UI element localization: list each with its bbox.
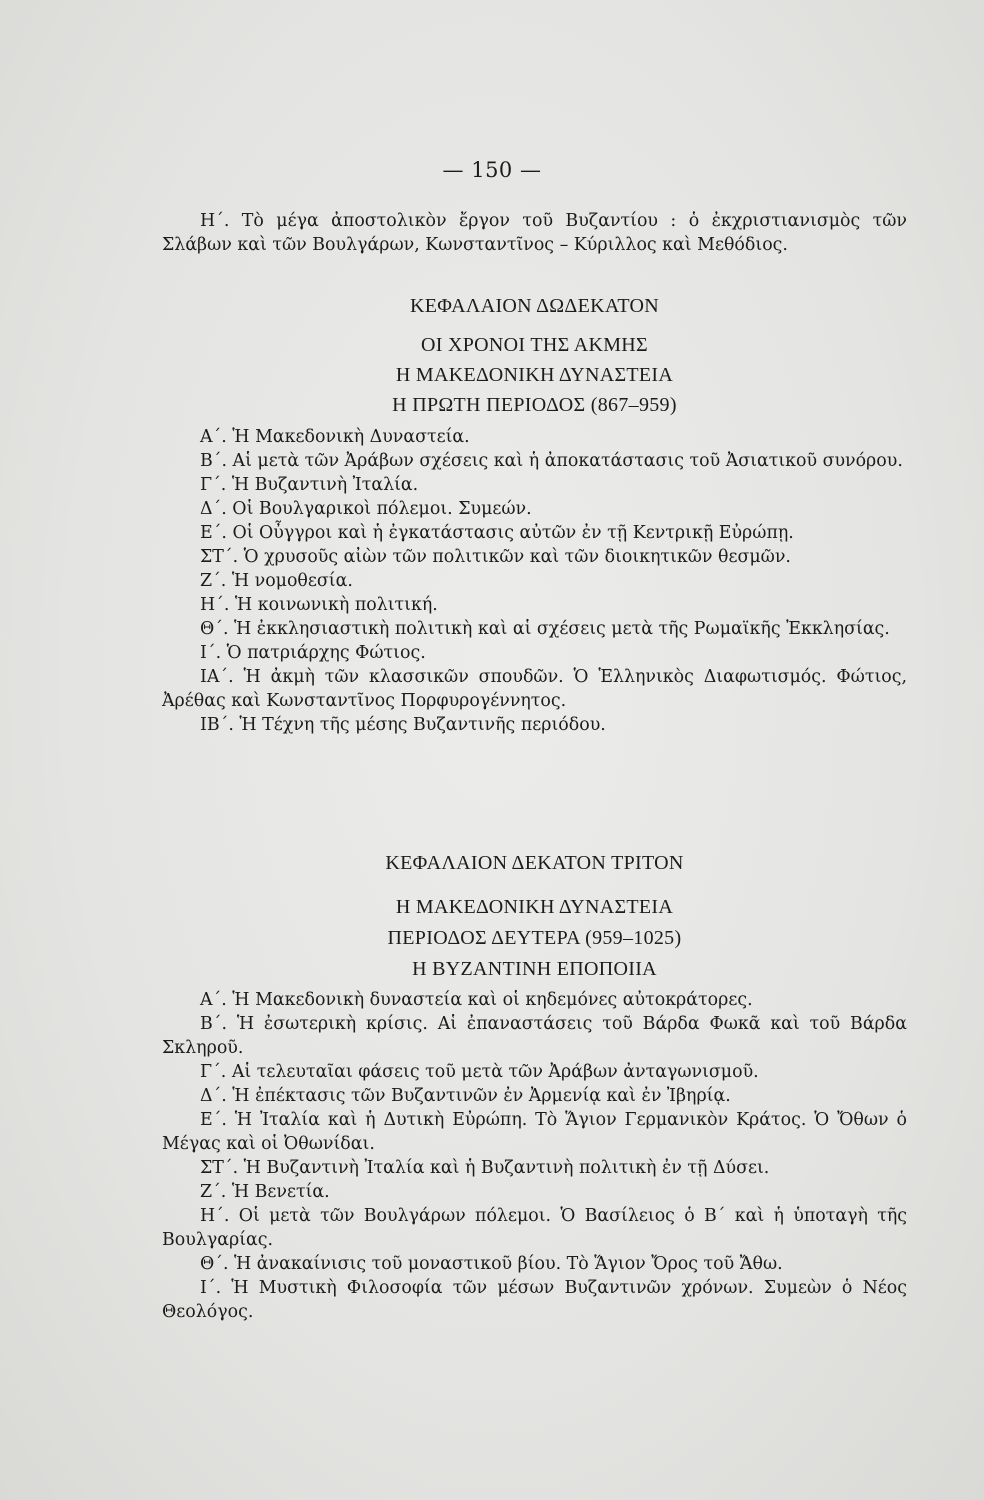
list-item: Ι΄. Ὁ πατριάρχης Φώτιος. [200, 643, 426, 663]
list-item: Γ΄. Αἱ τελευταῖαι φάσεις τοῦ μετὰ τῶν Ἀράβων ἀνταγωνισμοῦ. [200, 1062, 759, 1082]
chapter-subtitle: Η ΜΑΚΕΔΟΝΙΚΗ ΔΥΝΑΣΤΕΙΑ [395, 896, 674, 918]
list-item: Θ΄. Ἡ ἀνακαίνισις τοῦ μοναστικοῦ βίου. Τὸ Ἅγιον Ὄρος τοῦ Ἄθω. [200, 1254, 783, 1274]
list-item: Ζ΄. Ἡ νομοθεσία. [200, 571, 353, 591]
chapter-13-heading [162, 848, 907, 878]
list-item: Β΄. Αἱ μετὰ τῶν Ἀράβων σχέσεις καὶ ἡ ἀποκατάστασις τοῦ Ἀσιατικοῦ συνόρου. [200, 451, 903, 471]
chapter-13-list [162, 988, 907, 1324]
intro-block [162, 209, 907, 257]
list-item: Α΄. Ἡ Μακεδονικὴ Δυναστεία. [200, 427, 470, 447]
list-item: Γ΄. Ἡ Βυζαντινὴ Ἰταλία. [200, 475, 419, 495]
list-item: Α΄. Ἡ Μακεδονικὴ δυναστεία καὶ οἱ κηδεμόνες αὐτοκράτορες. [200, 990, 753, 1010]
chapter-subtitle: Η ΒΥΖΑΝΤΙΝΗ ΕΠΟΠΟΙΙΑ [412, 958, 657, 980]
list-item: Δ΄. Οἱ Βουλγαρικοὶ πόλεμοι. Συμεών. [200, 499, 532, 519]
list-item: ΣΤ΄. Ἡ Βυζαντινὴ Ἰταλία καὶ ἡ Βυζαντινὴ πολιτικὴ ἐν τῇ Δύσει. [200, 1158, 770, 1178]
list-item: Ι΄. Ἡ Μυστικὴ Φιλοσοφία τῶν μέσων Βυζαντινῶν χρόνων. Συμεὼν ὁ Νέος Θεολόγος. [162, 1278, 907, 1322]
list-item: Ε΄. Ἡ Ἰταλία καὶ ἡ Δυτικὴ Εὐρώπη. Τὸ Ἅγιον Γερμανικὸν Κράτος. Ὁ Ὄθων ὁ Μέγας καὶ οἱ Ὀθωνίδαι. [162, 1110, 907, 1154]
list-item: ΙΒ΄. Ἡ Τέχνη τῆς μέσης Βυζαντινῆς περιόδου. [200, 715, 606, 735]
list-item: Η΄. Οἱ μετὰ τῶν Βουλγάρων πόλεμοι. Ὁ Βασίλειος ὁ Β΄ καὶ ἡ ὑποταγὴ τῆς Βουλγαρίας. [162, 1206, 907, 1250]
list-item: Β΄. Ἡ ἐσωτερικὴ κρίσις. Αἱ ἐπαναστάσεις τοῦ Βάρδα Φωκᾶ καὶ τοῦ Βάρδα Σκληροῦ. [162, 1014, 907, 1058]
chapter-title: ΚΕΦΑΛΑΙΟΝ ΔΩΔΕΚΑΤΟΝ [409, 295, 660, 317]
chapter-subtitle: Η ΠΡΩΤΗ ΠΕΡΙΟΔΟΣ (867–959) [392, 394, 677, 416]
list-item: Η΄. Τὸ μέγα ἀποστολικὸν ἔργον τοῦ Βυζαντίου : ὁ ἐκχριστιανισμὸς τῶν Σλάβων καὶ τῶν Βουλγάρων, Κωνσταντῖνος – Κύριλλος καὶ Μεθόδιος. [162, 211, 907, 255]
chapter-title: ΚΕΦΑΛΑΙΟΝ ΔΕΚΑΤΟΝ ΤΡΙΤΟΝ [385, 852, 684, 874]
chapter-12-subtitles [162, 330, 907, 420]
chapter-12-list [162, 425, 907, 737]
page-number: — 150 — [442, 158, 542, 182]
chapter-subtitle: ΠΕΡΙΟΔΟΣ ΔΕΥΤΕΡΑ (959–1025) [387, 927, 682, 949]
list-item: ΣΤ΄. Ὁ χρυσοῦς αἰὼν τῶν πολιτικῶν καὶ τῶν διοικητικῶν θεσμῶν. [200, 547, 791, 567]
chapter-12-heading [162, 291, 907, 321]
list-item: Η΄. Ἡ κοινωνικὴ πολιτική. [200, 595, 438, 615]
chapter-subtitle: ΟΙ ΧΡΟΝΟΙ ΤΗΣ ΑΚΜΗΣ [421, 334, 648, 356]
chapter-13-subtitles [162, 892, 907, 985]
list-item: ΙΑ΄. Ἡ ἀκμὴ τῶν κλασσικῶν σπουδῶν. Ὁ Ἑλληνικὸς Διαφωτισμός. Φώτιος, Ἀρέθας καὶ Κωνσταντῖνος Πορφυρογέννητος. [162, 667, 907, 711]
list-item: Ε΄. Οἱ Οὖγγροι καὶ ἡ ἐγκατάστασις αὐτῶν ἐν τῇ Κεντρικῇ Εὐρώπῃ. [200, 523, 794, 543]
list-item: Δ΄. Ἡ ἐπέκτασις τῶν Βυζαντινῶν ἐν Ἀρμενίᾳ καὶ ἐν Ἰβηρίᾳ. [200, 1086, 731, 1106]
list-item: Ζ΄. Ἡ Βενετία. [200, 1182, 330, 1202]
list-item: Θ΄. Ἡ ἐκκλησιαστικὴ πολιτικὴ καὶ αἱ σχέσεις μετὰ τῆς Ρωμαϊκῆς Ἐκκλησίας. [200, 619, 890, 639]
chapter-subtitle: Η ΜΑΚΕΔΟΝΙΚΗ ΔΥΝΑΣΤΕΙΑ [395, 364, 674, 386]
